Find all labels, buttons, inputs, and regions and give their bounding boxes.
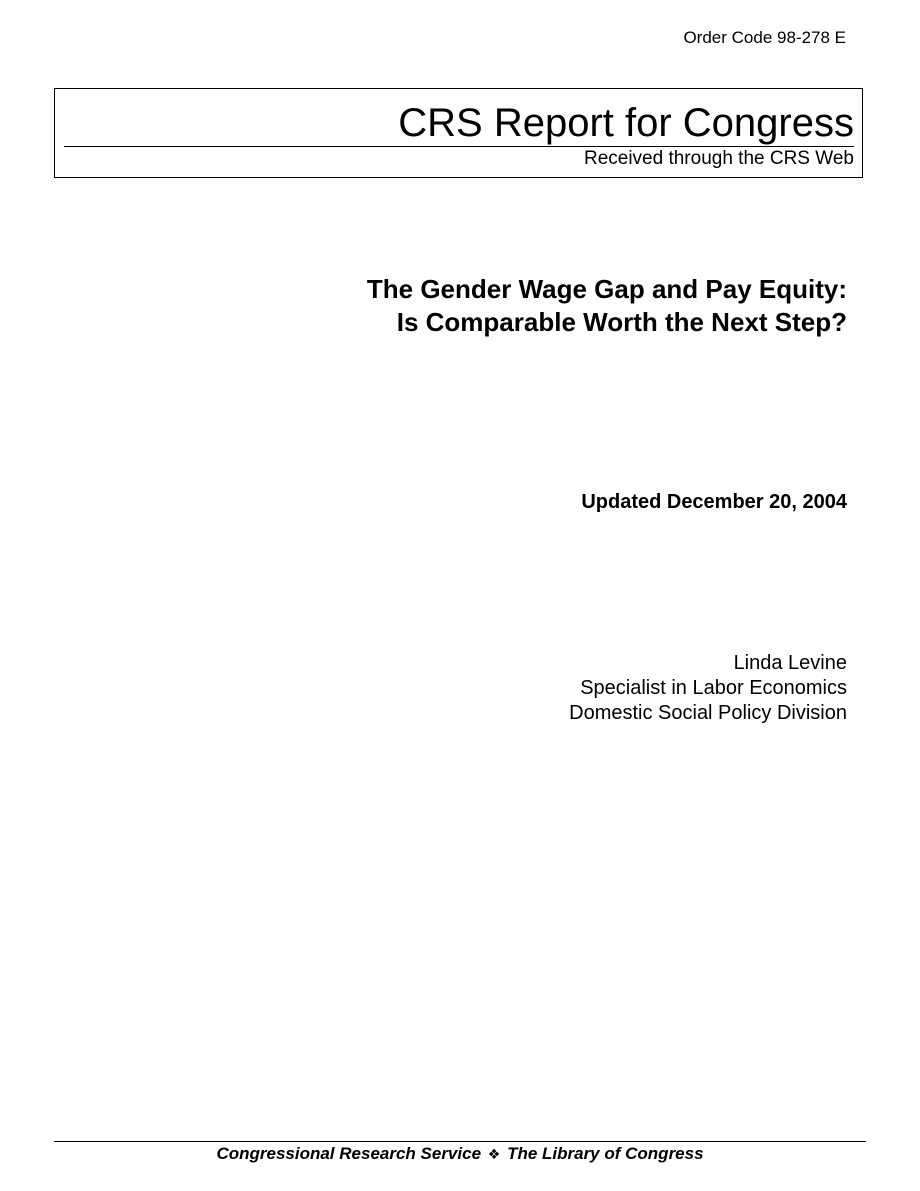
order-code: Order Code 98-278 E [683,28,846,47]
report-title-line-1: The Gender Wage Gap and Pay Equity: [366,274,847,304]
banner-divider [64,146,854,147]
footer-org: Congressional Research Service [216,1144,482,1163]
author-block [569,651,847,726]
footer [54,1143,866,1166]
banner-title: CRS Report for Congress [398,101,854,145]
report-title [367,273,847,339]
author-name: Linda Levine [733,652,847,674]
author-position: Specialist in Labor Economics [580,677,847,699]
author-division: Domestic Social Policy Division [569,702,847,724]
diamond-separator-icon: ❖ [487,1147,501,1163]
footer-library: The Library of Congress [507,1144,704,1163]
updated-date: Updated December 20, 2004 [581,491,847,513]
report-banner [54,88,863,178]
report-title-line-2: Is Comparable Worth the Next Step? [396,307,847,337]
banner-subtitle: Received through the CRS Web [583,148,854,169]
footer-divider [54,1141,866,1142]
